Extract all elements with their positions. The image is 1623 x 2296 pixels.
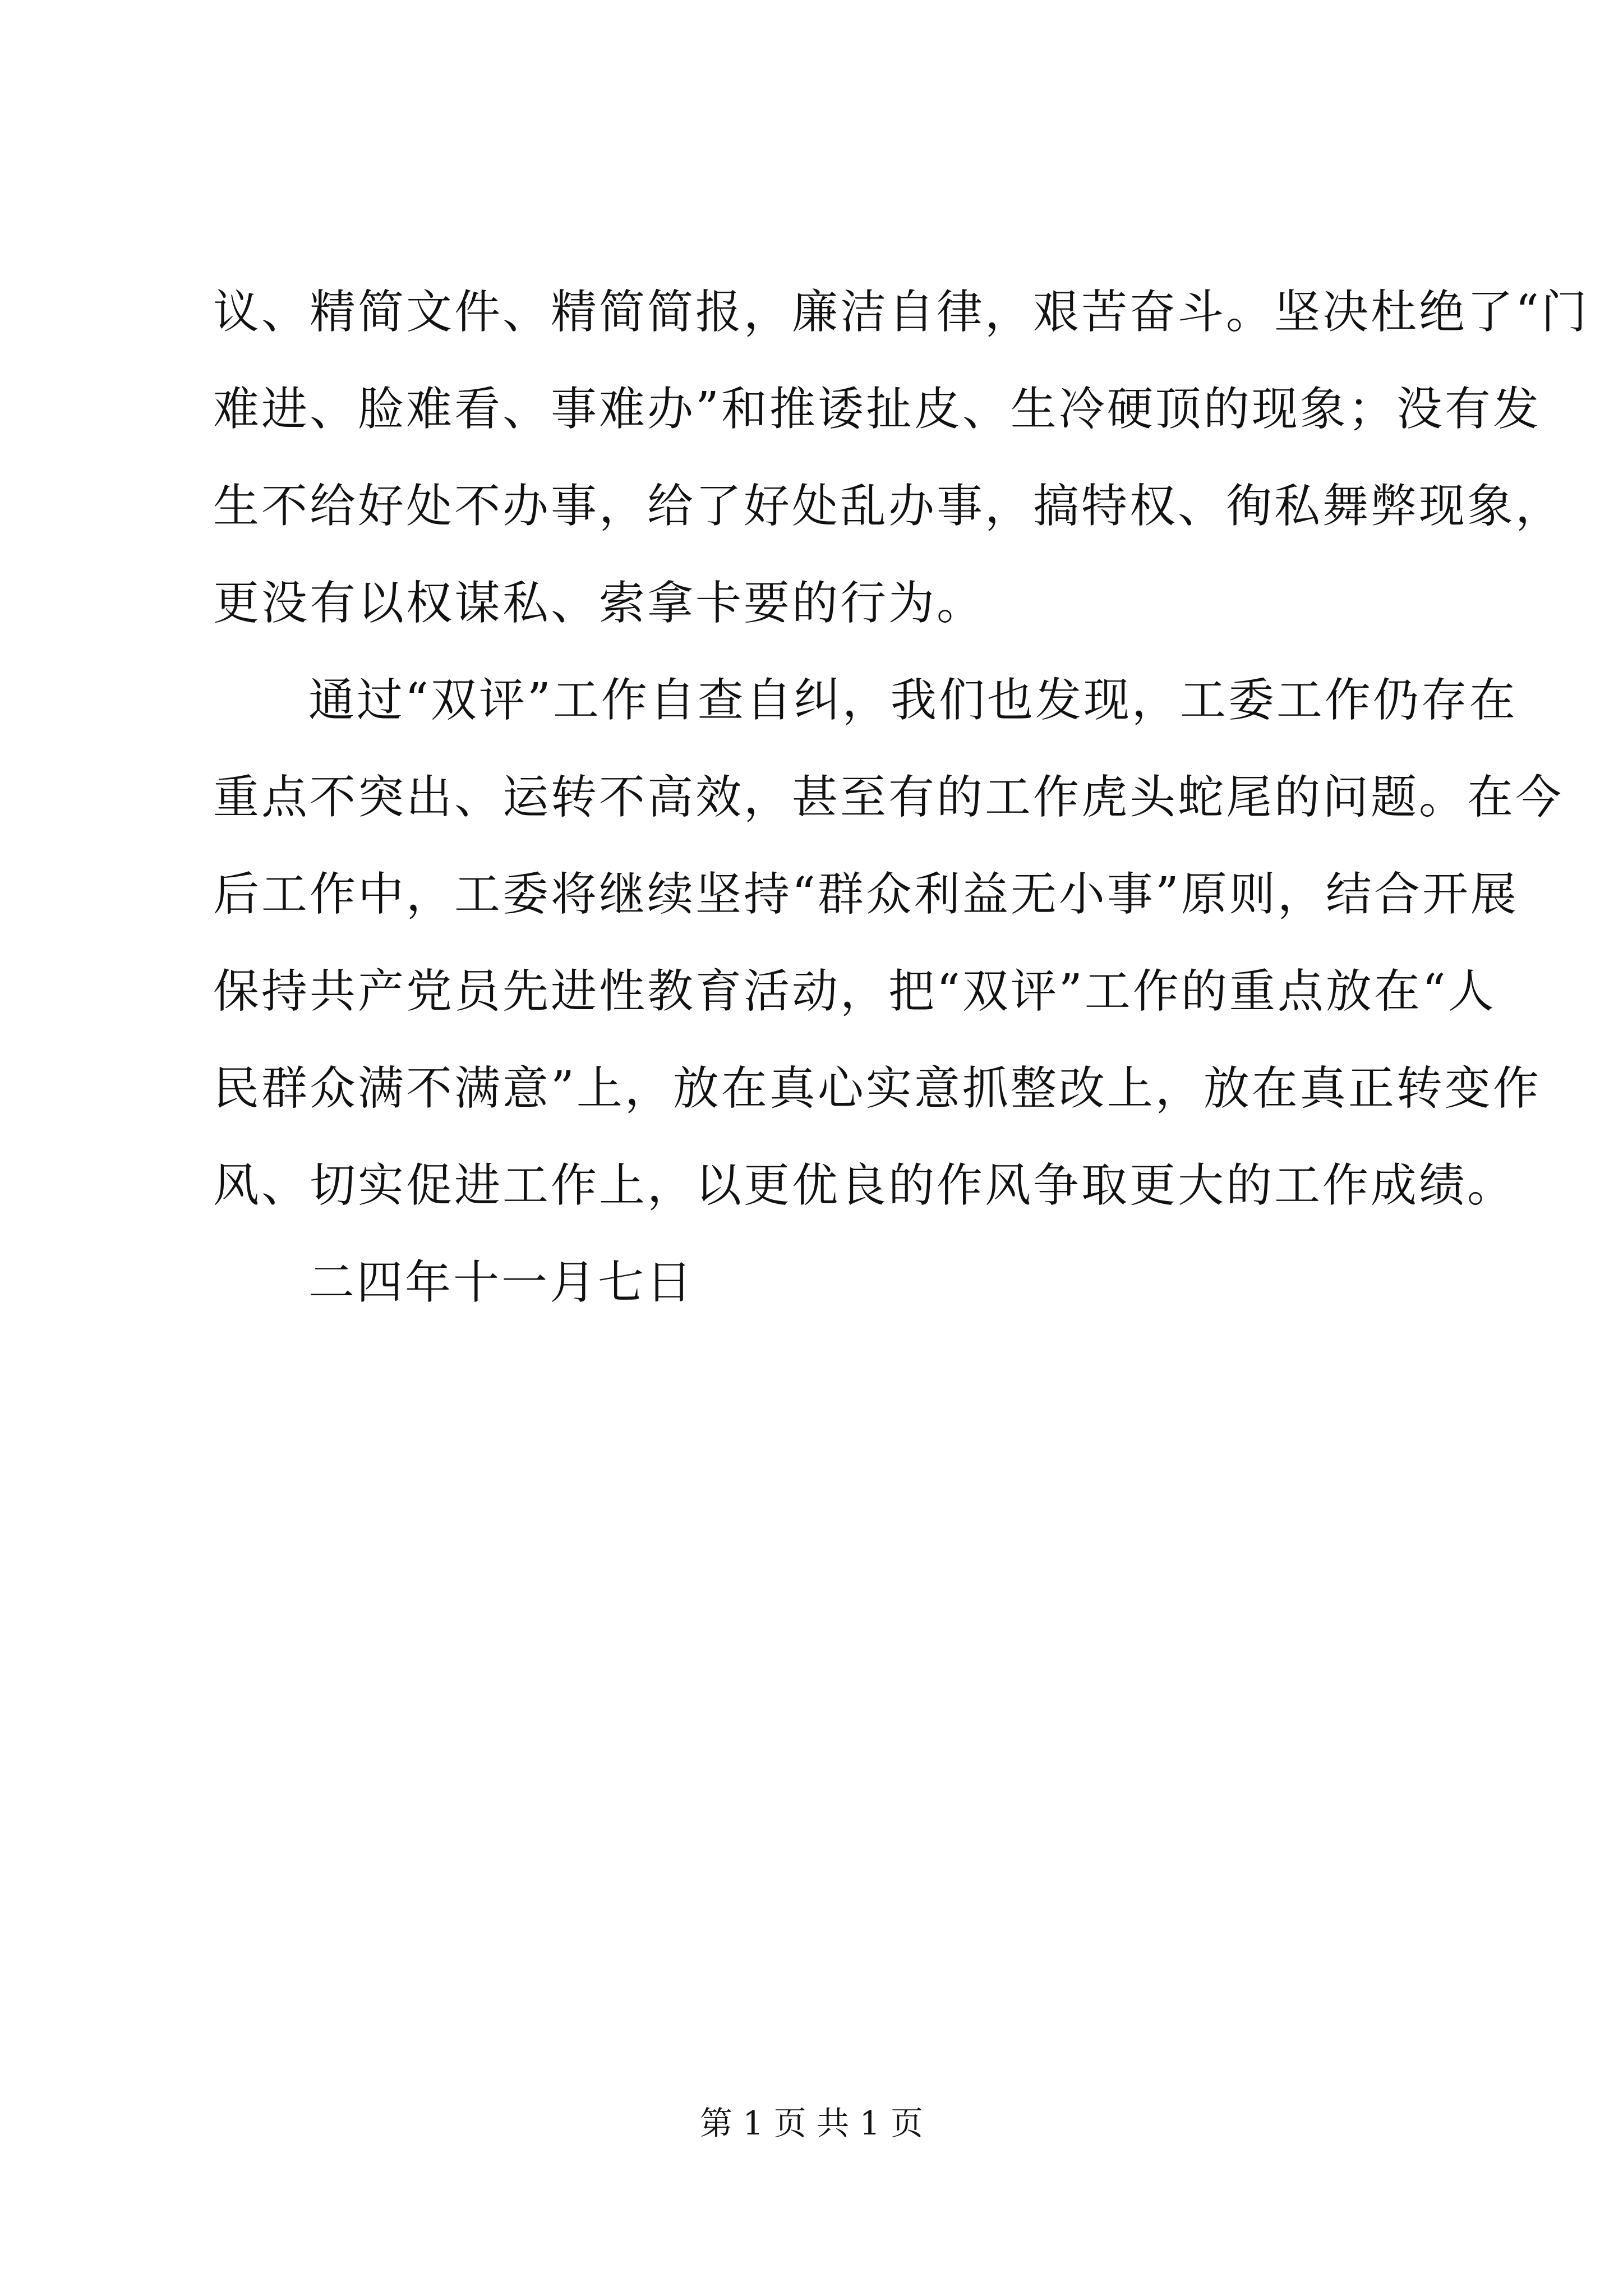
page-number-footer: 第 1 页 共 1 页 — [700, 2104, 923, 2142]
paragraph-2-line-4: 保持共产党员先进性教育活动，把“双评”工作的重点放在“人 — [213, 965, 1496, 1018]
paragraph-2-line-6: 风、切实促进工作上，以更优良的作风争取更大的工作成绩。 — [213, 1159, 1516, 1212]
paragraph-2-line-1: 通过“双评”工作自查自纠，我们也发现，工委工作仍存在 — [308, 674, 1518, 727]
paragraph-2-line-3: 后工作中，工委将继续坚持“群众利益无小事”原则，结合开展 — [213, 868, 1519, 921]
paragraph-1-line-2: 难进、脸难看、事难办”和推诿扯皮、生冷硬顶的现象；没有发 — [213, 383, 1541, 436]
paragraph-1-line-4: 更没有以权谋私、索拿卡要的行为。 — [213, 577, 985, 630]
paragraph-1-line-3: 生不给好处不办事，给了好处乱办事，搞特权、徇私舞弊现象， — [213, 480, 1564, 533]
paragraph-2-line-5: 民群众满不满意”上，放在真心实意抓整改上，放在真正转变作 — [213, 1062, 1541, 1115]
paragraph-1-line-1: 议、精简文件、精简简报，廉洁自律，艰苦奋斗。坚决杜绝了“门 — [213, 286, 1589, 339]
paragraph-2-line-2: 重点不突出、运转不高效，甚至有的工作虎头蛇尾的问题。在今 — [213, 771, 1564, 824]
document-body — [213, 264, 1589, 1331]
document-date: 二四年十一月七日 — [308, 1256, 695, 1309]
